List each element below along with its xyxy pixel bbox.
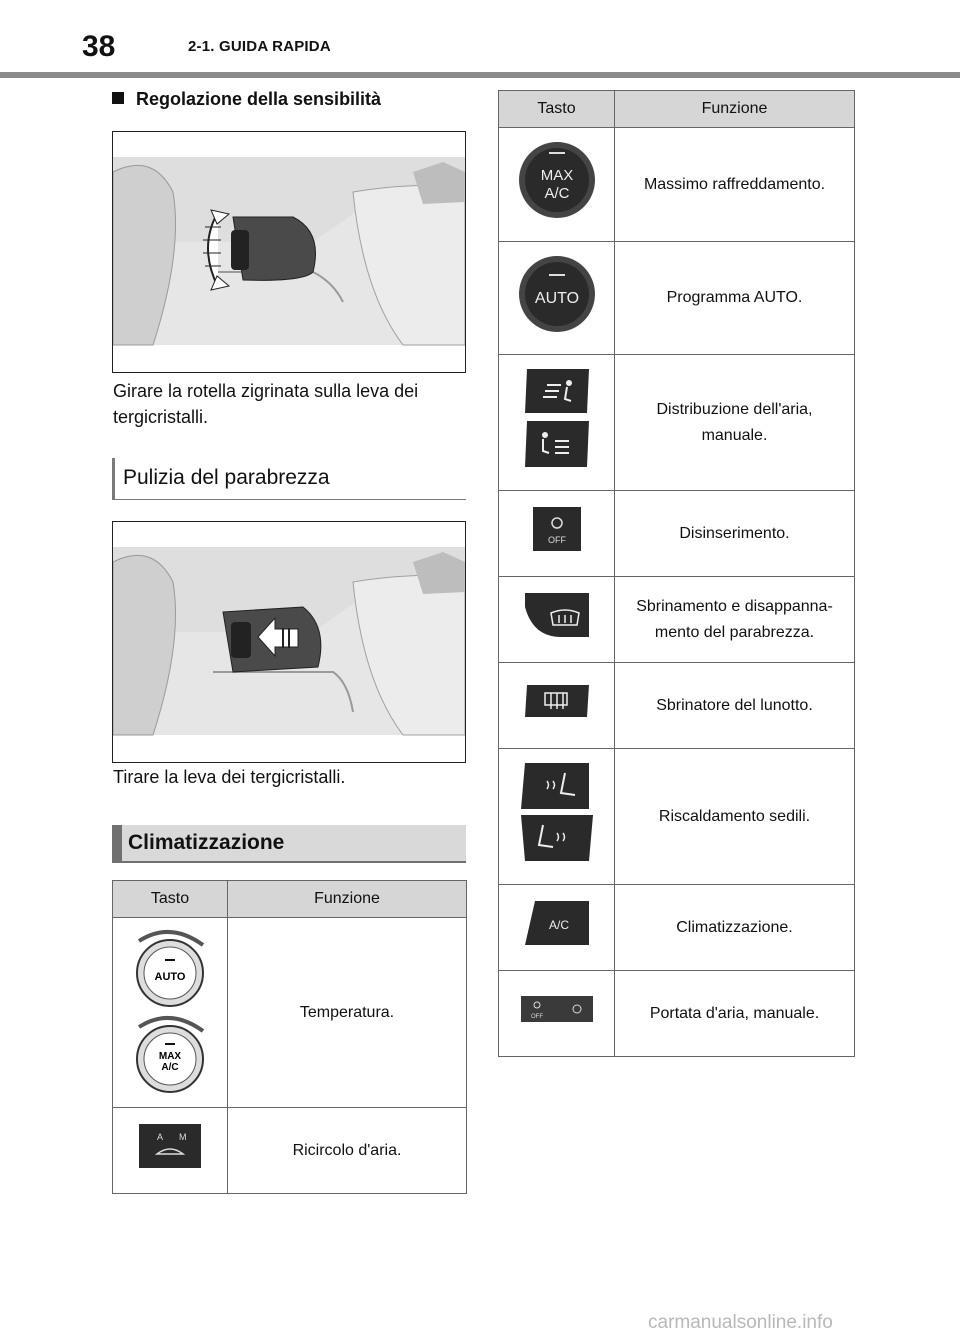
table-row (499, 885, 855, 971)
subheading (112, 89, 381, 110)
svg-text:MAX: MAX (540, 167, 573, 184)
recirculation-button-icon (113, 1108, 228, 1194)
climate-table-right (498, 90, 855, 1057)
function-text: Programma AUTO. (666, 289, 803, 306)
svg-text:OFF: OFF (547, 535, 566, 545)
auto-button-icon (499, 242, 615, 355)
wiper-pull-illustration (112, 521, 466, 763)
temperature-dials-icon (113, 918, 228, 1108)
table-header-row (113, 881, 467, 918)
header-rule (0, 72, 960, 78)
air-distribution-buttons-icon (499, 355, 615, 491)
table-row (499, 971, 855, 1057)
svg-text:OFF: OFF (530, 1014, 543, 1020)
table-row (499, 355, 855, 491)
function-cell (228, 918, 467, 1108)
wiper-sensitivity-illustration (112, 131, 466, 373)
airflow-buttons-icon (499, 971, 615, 1057)
paragraph-line: Girare la rotella zigrinata sulla leva dei (113, 381, 419, 401)
function-text: Portata d'aria, manuale. (649, 1004, 820, 1022)
table-row (499, 242, 855, 355)
paragraph-line: tergicristalli. (113, 407, 209, 427)
svg-text:A/C: A/C (548, 918, 569, 932)
function-cell (615, 491, 855, 577)
table-row (499, 749, 855, 885)
ac-button-icon (499, 885, 615, 971)
col-header-key: Tasto (113, 881, 228, 918)
function-text: Distribuzione dell'aria, (656, 400, 813, 418)
function-text: Ricircolo d'aria. (292, 1141, 402, 1159)
rear-defrost-button-icon (499, 663, 615, 749)
section-heading-climate: Climatizzazione (112, 825, 466, 863)
col-header-function: Funzione (228, 881, 467, 918)
svg-text:MAX: MAX (158, 1051, 182, 1062)
function-text: Riscaldamento sedili. (658, 807, 811, 825)
function-cell (615, 885, 855, 971)
section-title: 2-1. GUIDA RAPIDA (188, 38, 331, 55)
function-cell (615, 355, 855, 491)
table-row (499, 663, 855, 749)
function-cell (615, 663, 855, 749)
svg-text:AUTO: AUTO (154, 971, 186, 983)
function-text: Sbrinatore del lunotto. (656, 696, 813, 714)
function-text: Sbrinamento e disappanna- (636, 597, 833, 615)
table-row (499, 128, 855, 242)
col-header-function: Funzione (615, 91, 855, 128)
bullet-square-icon (112, 92, 124, 104)
svg-text:A: A (157, 1132, 164, 1142)
function-text: Temperatura. (299, 1003, 395, 1021)
col-header-key: Tasto (499, 91, 615, 128)
page-number: 38 (82, 30, 116, 63)
table-header-row (499, 91, 855, 128)
climate-table-left (112, 880, 467, 1194)
seat-heating-buttons-icon (499, 749, 615, 885)
subheading-text: Regolazione della sensibilità (136, 89, 382, 109)
table-row (113, 1108, 467, 1194)
table-row (499, 577, 855, 663)
function-cell (615, 577, 855, 663)
paragraph-sensitivity (113, 378, 463, 430)
function-text: Massimo raffreddamento. (643, 175, 826, 193)
function-text: Disinserimento. (679, 524, 790, 542)
section-heading-windshield: Pulizia del parabrezza (112, 458, 466, 500)
svg-text:A/C: A/C (161, 1062, 179, 1073)
max-ac-button-icon (499, 128, 615, 242)
svg-text:M: M (179, 1132, 187, 1142)
function-text: mento del parabrezza. (654, 623, 815, 641)
svg-text:AUTO: AUTO (534, 289, 579, 307)
function-text: manuale. (701, 426, 768, 444)
paragraph-pull: Tirare la leva dei tergicristalli. (113, 767, 346, 787)
watermark: carmanualsonline.info (648, 1312, 833, 1333)
function-cell (615, 242, 855, 355)
table-row (499, 491, 855, 577)
svg-text:A/C: A/C (543, 185, 570, 202)
function-cell (228, 1108, 467, 1194)
windshield-defrost-button-icon (499, 577, 615, 663)
table-row (113, 918, 467, 1108)
off-button-icon (499, 491, 615, 577)
function-cell (615, 749, 855, 885)
function-cell (615, 128, 855, 242)
function-text: Climatizzazione. (676, 918, 793, 936)
function-cell (615, 971, 855, 1057)
